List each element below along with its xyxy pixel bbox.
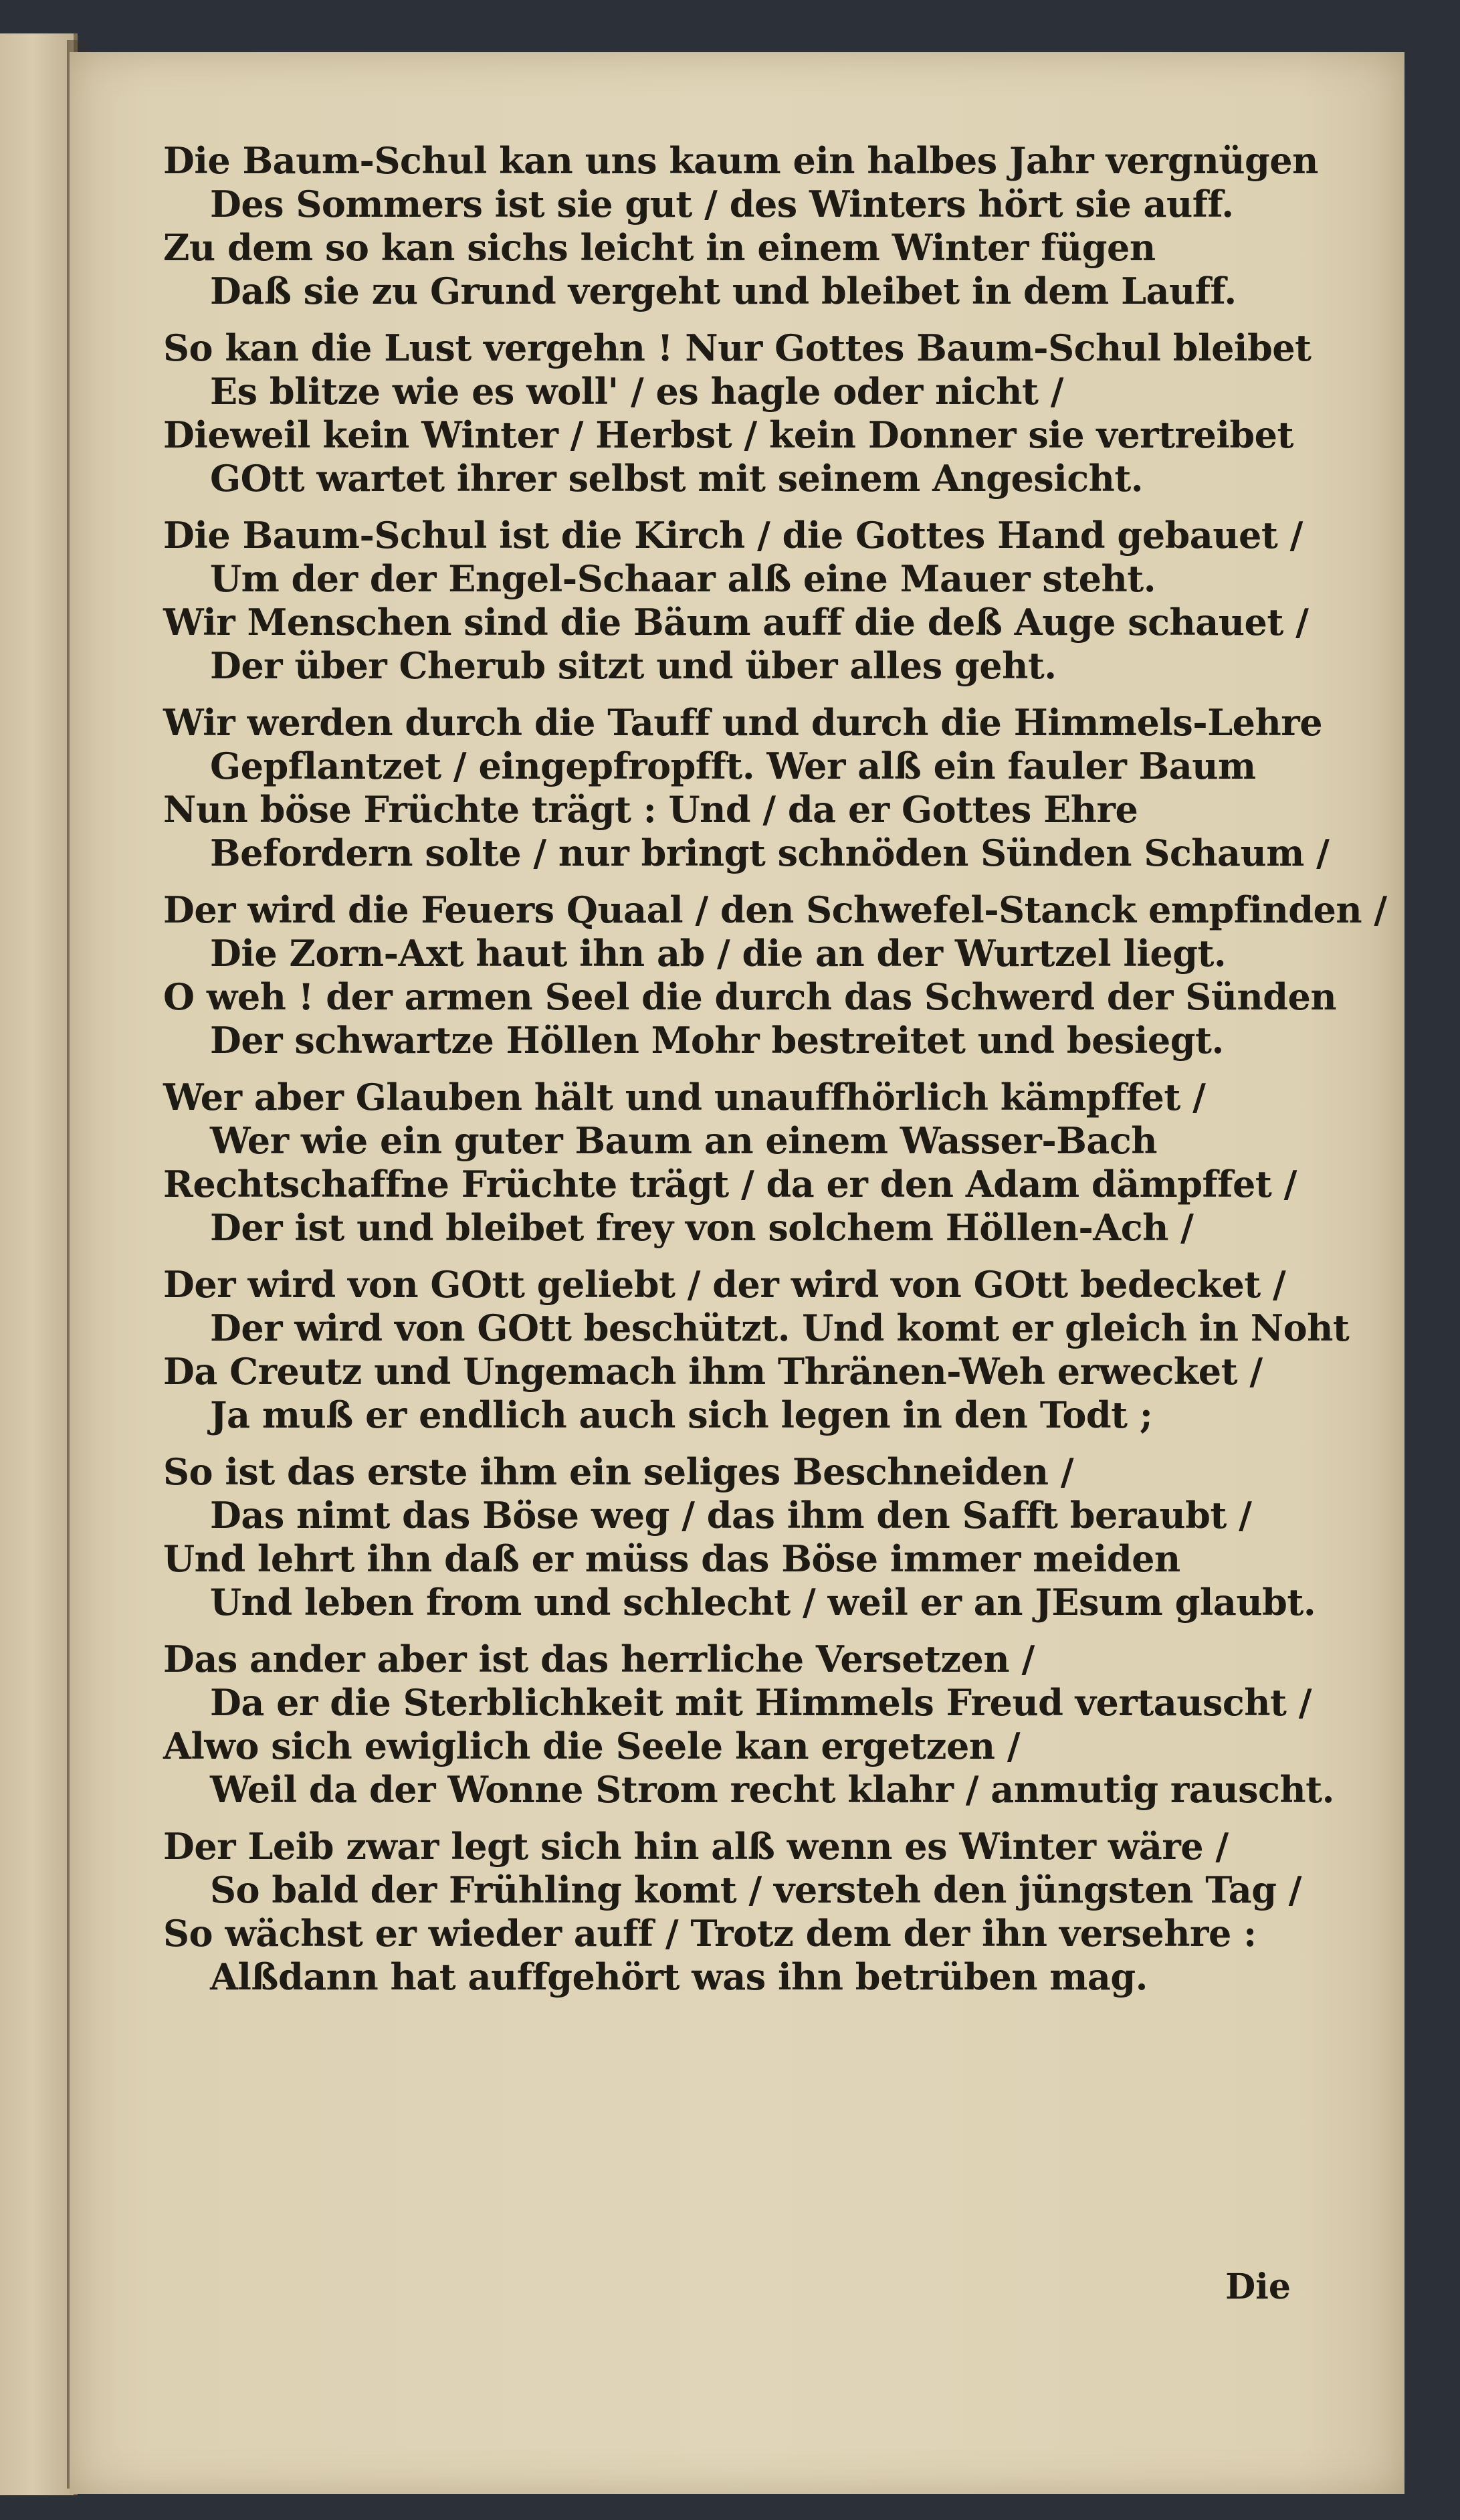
poem-text bbox=[163, 139, 1387, 2012]
previous-page-edge bbox=[0, 33, 78, 2495]
stanza bbox=[163, 1450, 1380, 1624]
stanza bbox=[163, 514, 1380, 688]
poem-line: Da Creutz und Ungemach ihm Thränen-Weh erwecket / bbox=[163, 1350, 1263, 1393]
poem-line: Wir werden durch die Tauff und durch die Himmels-Lehre bbox=[163, 701, 1323, 744]
poem-line: Gepflantzet / eingepfropfft. Wer alß ein fauler Baum bbox=[210, 745, 1256, 787]
poem-line: O weh ! der armen Seel die durch das Schwerd der Sünden bbox=[163, 975, 1337, 1018]
poem-line: Und leben from und schlecht / weil er an JEsum glaubt. bbox=[210, 1581, 1316, 1624]
poem-line: Es blitze wie es woll' / es hagle oder nicht / bbox=[210, 370, 1064, 413]
poem-line: Da er die Sterblichkeit mit Himmels Freud vertauscht / bbox=[210, 1681, 1312, 1724]
poem-line: Ja muß er endlich auch sich legen in den Todt ; bbox=[210, 1393, 1153, 1436]
poem-line: GOtt wartet ihrer selbst mit seinem Angesicht. bbox=[210, 457, 1144, 500]
poem-line: Wer wie ein guter Baum an einem Wasser-Bach bbox=[210, 1119, 1158, 1162]
stanza bbox=[163, 139, 1380, 313]
poem-line: Wir Menschen sind die Bäum auff die deß Auge schauet / bbox=[163, 601, 1309, 644]
stanza bbox=[163, 1638, 1380, 1812]
stanza bbox=[163, 326, 1380, 500]
poem-line: Weil da der Wonne Strom recht klahr / anmutig rauscht. bbox=[210, 1768, 1334, 1811]
poem-line: Nun böse Früchte trägt : Und / da er Gottes Ehre bbox=[163, 788, 1138, 831]
poem-line: So kan die Lust vergehn ! Nur Gottes Baum-Schul bleibet bbox=[163, 326, 1312, 369]
poem-line: Daß sie zu Grund vergeht und bleibet in dem Lauff. bbox=[210, 270, 1237, 312]
poem-line: Der ist und bleibet frey von solchem Höllen-Ach / bbox=[210, 1206, 1194, 1249]
poem-line: Zu dem so kan sichs leicht in einem Winter fügen bbox=[163, 226, 1156, 269]
poem-line: Der wird von GOtt beschützt. Und komt er gleich in Noht bbox=[210, 1306, 1350, 1349]
poem-line: Und lehrt ihn daß er müss das Böse immer meiden bbox=[163, 1537, 1180, 1580]
stanza bbox=[163, 701, 1380, 875]
catchword: Die bbox=[1225, 2266, 1291, 2307]
poem-line: Rechtschaffne Früchte trägt / da er den Adam dämpffet / bbox=[163, 1163, 1297, 1205]
poem-line: Der wird von GOtt geliebt / der wird von GOtt bedecket / bbox=[163, 1263, 1286, 1306]
poem-line: Befordern solte / nur bringt schnöden Sünden Schaum / bbox=[210, 832, 1330, 874]
poem-line: Des Sommers ist sie gut / des Winters hört sie auff. bbox=[210, 183, 1234, 225]
poem-line: Der über Cherub sitzt und über alles geht. bbox=[210, 644, 1057, 687]
poem-line: Der Leib zwar legt sich hin alß wenn es Winter wäre / bbox=[163, 1825, 1229, 1868]
poem-line: Der schwartze Höllen Mohr bestreitet und besiegt. bbox=[210, 1019, 1224, 1062]
poem-line: Das nimt das Böse weg / das ihm den Safft beraubt / bbox=[210, 1494, 1252, 1537]
poem-line: Wer aber Glauben hält und unauffhörlich kämpffet / bbox=[163, 1076, 1206, 1119]
poem-line: Alwo sich ewiglich die Seele kan ergetzen / bbox=[163, 1725, 1021, 1767]
poem-line: Das ander aber ist das herrliche Versetzen / bbox=[163, 1638, 1035, 1680]
poem-line: So wächst er wieder auff / Trotz dem der ihn versehre : bbox=[163, 1912, 1257, 1955]
book-page bbox=[70, 52, 1404, 2494]
poem-line: Dieweil kein Winter / Herbst / kein Donner sie vertreibet bbox=[163, 413, 1293, 456]
stanza bbox=[163, 1076, 1380, 1250]
poem-line: Die Baum-Schul kan uns kaum ein halbes Jahr vergnügen bbox=[163, 139, 1318, 182]
stanza bbox=[163, 1825, 1380, 1999]
poem-line: So bald der Frühling komt / versteh den jüngsten Tag / bbox=[210, 1868, 1302, 1911]
poem-line: So ist das erste ihm ein seliges Beschneiden / bbox=[163, 1450, 1074, 1493]
poem-line: Um der der Engel-Schaar alß eine Mauer steht. bbox=[210, 557, 1156, 600]
poem-line: Alßdann hat auffgehört was ihn betrüben mag. bbox=[210, 1955, 1148, 1998]
stanza bbox=[163, 888, 1387, 1062]
poem-line: Die Zorn-Axt haut ihn ab / die an der Wurtzel liegt. bbox=[210, 932, 1227, 975]
poem-line: Der wird die Feuers Quaal / den Schwefel-Stanck empfinden / bbox=[163, 888, 1387, 931]
poem-line: Die Baum-Schul ist die Kirch / die Gottes Hand gebauet / bbox=[163, 514, 1303, 557]
stanza bbox=[163, 1263, 1380, 1437]
